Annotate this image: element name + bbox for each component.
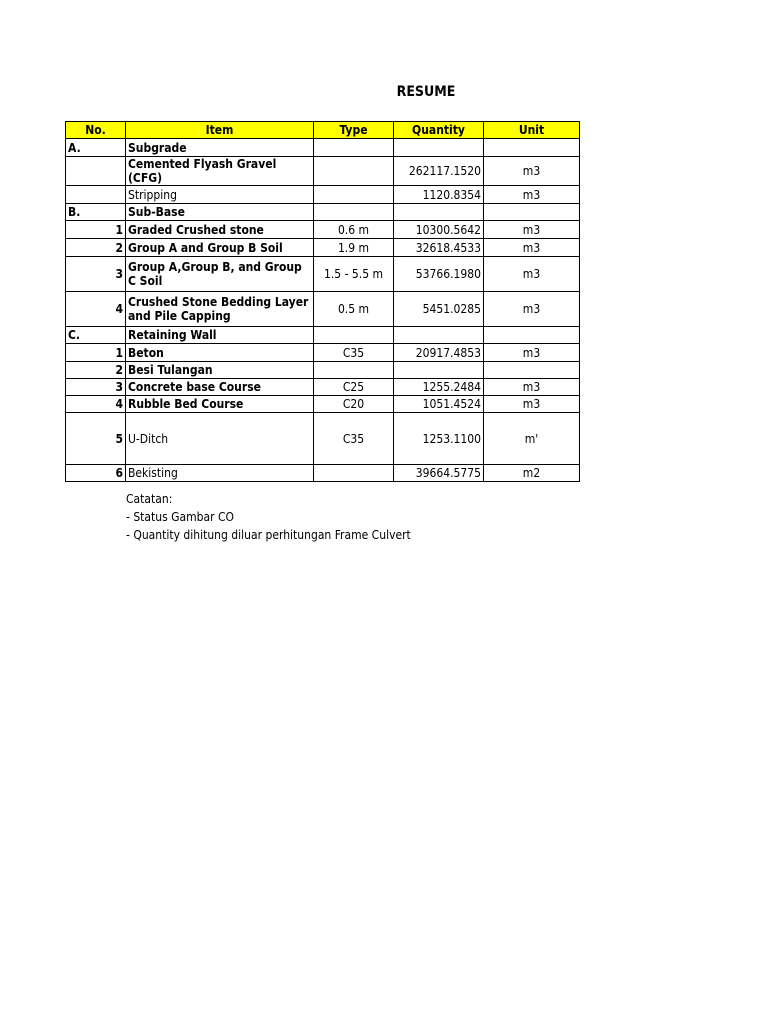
table-header-row bbox=[66, 122, 580, 139]
row-item: Crushed Stone Bedding Layer and Pile Capping bbox=[126, 292, 314, 327]
table-row bbox=[66, 221, 580, 239]
row-no: 1 bbox=[66, 344, 126, 362]
row-no bbox=[66, 157, 126, 186]
row-type: C35 bbox=[314, 344, 394, 362]
row-unit: m3 bbox=[484, 157, 580, 186]
row-type: C35 bbox=[314, 413, 394, 465]
header-quantity: Quantity bbox=[394, 122, 484, 139]
row-type bbox=[314, 327, 394, 344]
row-unit: m3 bbox=[484, 292, 580, 327]
row-item: Subgrade bbox=[126, 139, 314, 157]
row-no: 5 bbox=[66, 413, 126, 465]
row-quantity: 32618.4533 bbox=[394, 239, 484, 257]
row-quantity: 1255.2484 bbox=[394, 379, 484, 396]
row-no: 3 bbox=[66, 257, 126, 292]
table-row bbox=[66, 239, 580, 257]
row-no bbox=[66, 186, 126, 204]
row-unit: m3 bbox=[484, 257, 580, 292]
row-no: 2 bbox=[66, 239, 126, 257]
row-type bbox=[314, 204, 394, 221]
table-row bbox=[66, 413, 580, 465]
row-type bbox=[314, 139, 394, 157]
row-type bbox=[314, 186, 394, 204]
row-quantity bbox=[394, 362, 484, 379]
row-no: 4 bbox=[66, 292, 126, 327]
row-quantity: 10300.5642 bbox=[394, 221, 484, 239]
row-unit: m2 bbox=[484, 465, 580, 482]
row-unit bbox=[484, 204, 580, 221]
row-unit: m3 bbox=[484, 186, 580, 204]
header-type: Type bbox=[314, 122, 394, 139]
row-unit bbox=[484, 362, 580, 379]
row-quantity: 5451.0285 bbox=[394, 292, 484, 327]
row-quantity: 262117.1520 bbox=[394, 157, 484, 186]
row-type: C20 bbox=[314, 396, 394, 413]
row-no: 1 bbox=[66, 221, 126, 239]
table-row bbox=[66, 327, 580, 344]
row-quantity: 20917.4853 bbox=[394, 344, 484, 362]
table-row bbox=[66, 157, 580, 186]
row-type: 1.9 m bbox=[314, 239, 394, 257]
row-quantity: 1253.1100 bbox=[394, 413, 484, 465]
row-item: U-Ditch bbox=[126, 413, 314, 465]
row-quantity: 39664.5775 bbox=[394, 465, 484, 482]
table-row bbox=[66, 344, 580, 362]
row-type: 0.5 m bbox=[314, 292, 394, 327]
row-unit: m3 bbox=[484, 344, 580, 362]
table-row bbox=[66, 379, 580, 396]
row-type: 0.6 m bbox=[314, 221, 394, 239]
row-unit: m' bbox=[484, 413, 580, 465]
row-item: Besi Tulangan bbox=[126, 362, 314, 379]
row-item: Cemented Flyash Gravel (CFG) bbox=[126, 157, 314, 186]
table-row bbox=[66, 396, 580, 413]
row-item: Group A and Group B Soil bbox=[126, 239, 314, 257]
row-quantity: 53766.1980 bbox=[394, 257, 484, 292]
resume-table bbox=[65, 121, 580, 482]
table-row bbox=[66, 465, 580, 482]
note-item: - Status Gambar CO bbox=[126, 510, 235, 524]
row-no: 6 bbox=[66, 465, 126, 482]
table-row bbox=[66, 362, 580, 379]
note-item: - Quantity dihitung diluar perhitungan Frame Culvert bbox=[126, 528, 411, 542]
row-no: C. bbox=[66, 327, 126, 344]
row-unit: m3 bbox=[484, 379, 580, 396]
row-item: Graded Crushed stone bbox=[126, 221, 314, 239]
row-no: 4 bbox=[66, 396, 126, 413]
row-item: Concrete base Course bbox=[126, 379, 314, 396]
page-title: RESUME bbox=[396, 84, 456, 100]
row-type bbox=[314, 362, 394, 379]
table-row bbox=[66, 186, 580, 204]
row-item: Beton bbox=[126, 344, 314, 362]
row-type: 1.5 - 5.5 m bbox=[314, 257, 394, 292]
row-item: Rubble Bed Course bbox=[126, 396, 314, 413]
row-item: Group A,Group B, and Group C Soil bbox=[126, 257, 314, 292]
row-no: 3 bbox=[66, 379, 126, 396]
row-type bbox=[314, 465, 394, 482]
row-no: A. bbox=[66, 139, 126, 157]
row-unit: m3 bbox=[484, 396, 580, 413]
row-unit bbox=[484, 139, 580, 157]
notes-heading: Catatan: bbox=[126, 492, 173, 506]
row-unit: m3 bbox=[484, 239, 580, 257]
table-row bbox=[66, 257, 580, 292]
header-item: Item bbox=[126, 122, 314, 139]
row-item: Sub-Base bbox=[126, 204, 314, 221]
row-unit: m3 bbox=[484, 221, 580, 239]
row-quantity bbox=[394, 204, 484, 221]
table-row bbox=[66, 292, 580, 327]
row-no: 2 bbox=[66, 362, 126, 379]
row-item: Stripping bbox=[126, 186, 314, 204]
header-unit: Unit bbox=[484, 122, 580, 139]
header-no: No. bbox=[66, 122, 126, 139]
notes-section bbox=[126, 490, 411, 544]
row-unit bbox=[484, 327, 580, 344]
row-item: Bekisting bbox=[126, 465, 314, 482]
table-row bbox=[66, 139, 580, 157]
row-quantity: 1051.4524 bbox=[394, 396, 484, 413]
row-item: Retaining Wall bbox=[126, 327, 314, 344]
row-type bbox=[314, 157, 394, 186]
row-quantity: 1120.8354 bbox=[394, 186, 484, 204]
table-row bbox=[66, 204, 580, 221]
row-quantity bbox=[394, 139, 484, 157]
row-type: C25 bbox=[314, 379, 394, 396]
row-quantity bbox=[394, 327, 484, 344]
row-no: B. bbox=[66, 204, 126, 221]
